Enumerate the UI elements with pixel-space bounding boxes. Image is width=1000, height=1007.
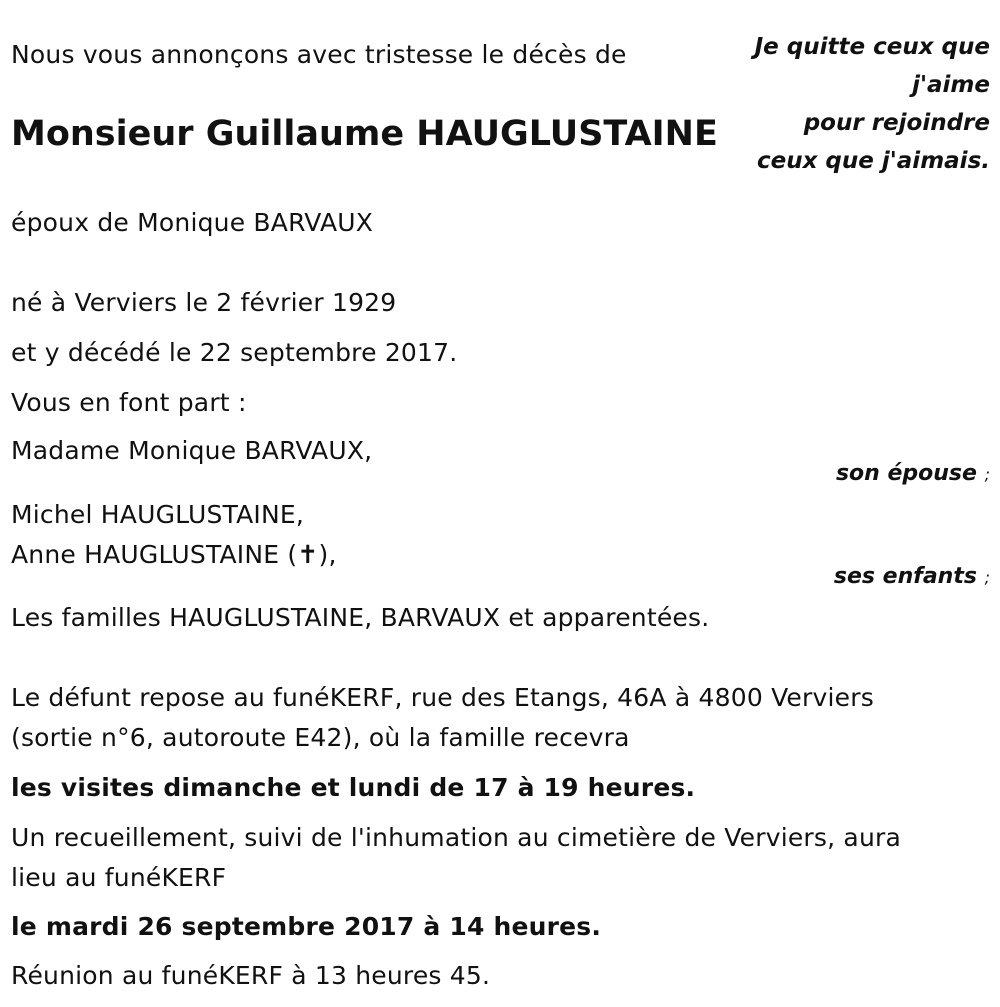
epitaph-quote <box>755 28 990 180</box>
death-line: et y décédé le 22 septembre 2017. <box>11 338 458 367</box>
visitation-hours: les visites dimanche et lundi de 17 à 19 heures. <box>11 773 696 802</box>
meeting-line: Réunion au funéKERF à 13 heures 45. <box>11 961 491 990</box>
family-child: Michel HAUGLUSTAINE, <box>11 500 305 529</box>
deceased-name: Monsieur Guillaume HAUGLUSTAINE <box>11 114 718 154</box>
children-role <box>834 566 990 588</box>
quote-line: j'aime <box>912 72 990 98</box>
intro-text: Nous vous annonçons avec tristesse le décès de <box>11 40 627 69</box>
role-separator: ; <box>984 568 990 587</box>
family-child: Anne HAUGLUSTAINE (✝), <box>11 540 337 569</box>
birth-line: né à Verviers le 2 février 1929 <box>11 288 397 317</box>
families-line: Les familles HAUGLUSTAINE, BARVAUX et apparentées. <box>11 603 710 632</box>
role-separator: ; <box>984 465 990 484</box>
quote-line: pour rejoindre <box>803 110 990 136</box>
visitation-line: (sortie n°6, autoroute E42), où la famille recevra <box>11 723 630 752</box>
ceremony-datetime: le mardi 26 septembre 2017 à 14 heures. <box>11 912 602 941</box>
visitation-line: Le défunt repose au funéKERF, rue des Etangs, 46A à 4800 Verviers <box>11 683 874 712</box>
ceremony-line: Un recueillement, suivi de l'inhumation au cimetière de Verviers, aura <box>11 823 901 852</box>
quote-line: Je quitte ceux que <box>754 34 990 60</box>
role-label: ses enfants <box>833 564 977 589</box>
spouse-line: époux de Monique BARVAUX <box>11 208 374 237</box>
role-label: son épouse <box>835 461 977 486</box>
quote-line: ceux que j'aimais. <box>756 148 990 174</box>
announce-line: Vous en font part : <box>11 388 247 417</box>
family-spouse: Madame Monique BARVAUX, <box>11 436 373 465</box>
spouse-role <box>836 463 990 485</box>
ceremony-line: lieu au funéKERF <box>11 863 227 892</box>
